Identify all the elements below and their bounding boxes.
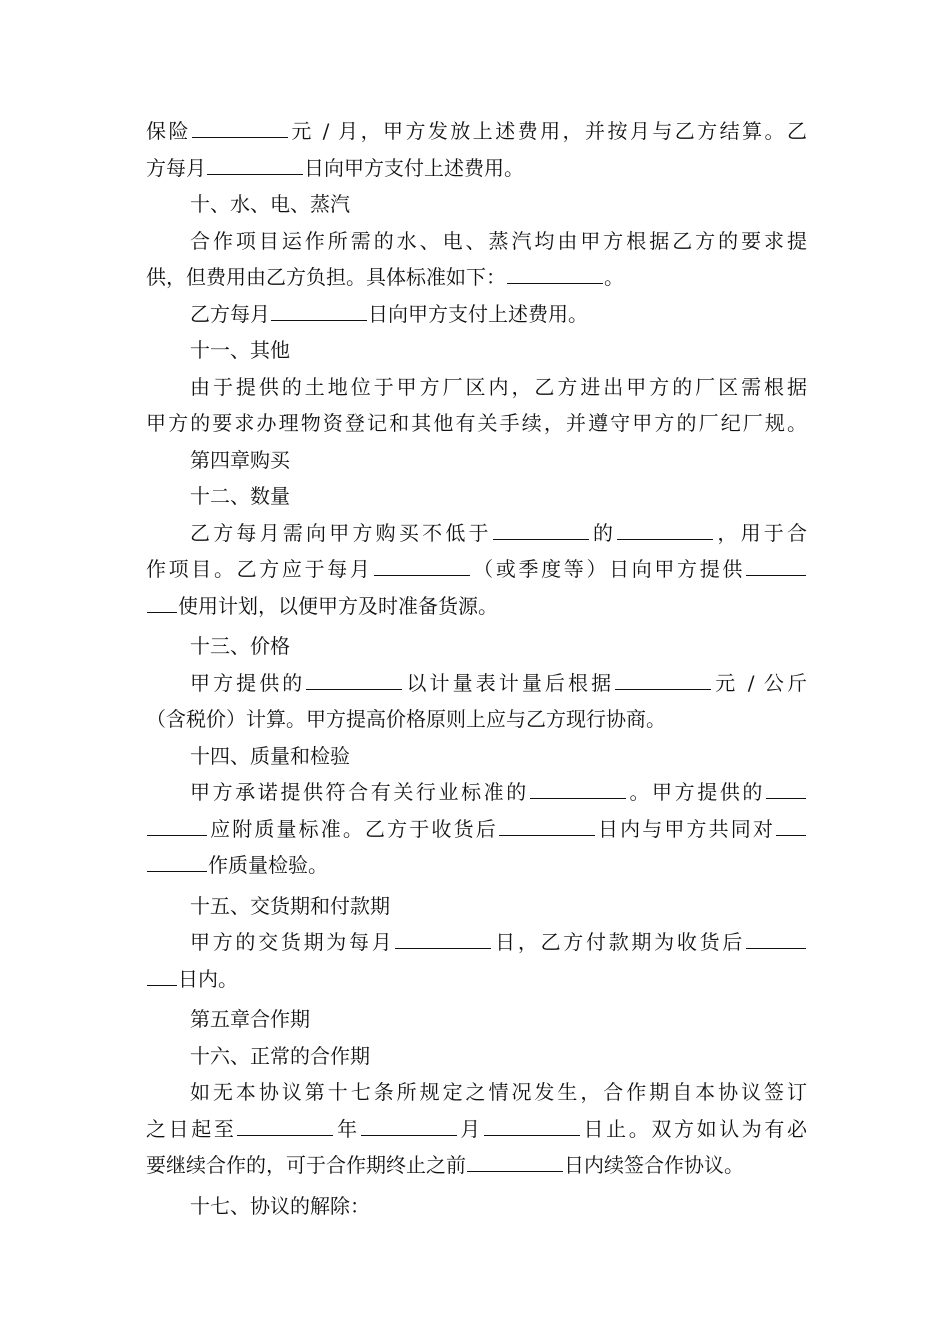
chapter-heading: 第五章合作期	[190, 1007, 310, 1031]
fill-blank	[306, 671, 402, 690]
text-line: 方每月 日向甲方支付上述费用。	[146, 155, 524, 180]
text-line: 日内。	[146, 961, 807, 998]
fill-blank	[776, 817, 806, 836]
fill-blank	[271, 302, 367, 321]
fill-blank	[746, 557, 806, 576]
text-line: 作项目。乙方应于每月 （或季度等）日向甲方提供	[146, 551, 807, 588]
document-page	[146, 113, 807, 1224]
fill-blank	[615, 671, 711, 690]
text-line: 之日起至 年 月 日止。双方如认为有必	[146, 1116, 808, 1141]
section-heading: 十六、正常的合作期	[190, 1043, 370, 1068]
fill-blank	[746, 930, 806, 949]
section-heading: 十五、交货期和付款期	[190, 893, 390, 918]
fill-blank	[192, 119, 288, 138]
section-heading: 十三、价格	[190, 634, 290, 658]
fill-blank	[617, 521, 713, 540]
fill-blank	[207, 156, 303, 175]
text-line: 由于提供的土地位于甲方厂区内，乙方进出甲方的厂区需根据	[190, 374, 807, 399]
fill-blank	[147, 594, 177, 613]
fill-blank	[147, 853, 207, 872]
fill-blank	[507, 265, 603, 284]
text-line: 甲方的要求办理物资登记和其他有关手续，并遵守甲方的厂纪厂规。	[146, 411, 807, 435]
text-line: 供，但费用由乙方负担。具体标准如下： 。	[146, 265, 624, 289]
section-heading: 十一、其他	[190, 338, 290, 362]
fill-blank	[766, 780, 806, 799]
fill-blank	[147, 967, 177, 986]
text-line: 乙方每月需向甲方购买不低于 的 ，用于合	[190, 520, 808, 545]
text-line: 应附质量标准。乙方于收货后 日内与甲方共同对	[146, 811, 807, 848]
fill-blank	[237, 1117, 333, 1136]
fill-blank	[374, 557, 470, 576]
fill-blank	[395, 930, 491, 949]
section-heading: 十四、质量和检验	[190, 743, 350, 768]
text-line: 作质量检验。	[146, 847, 807, 884]
fill-blank	[530, 780, 626, 799]
section-heading: 十七、协议的解除：	[190, 1193, 370, 1218]
fill-blank	[493, 521, 589, 540]
text-line: 甲方承诺提供符合有关行业标准的 。甲方提供的	[146, 774, 807, 811]
text-line: 乙方每月 日向甲方支付上述费用。	[190, 301, 588, 326]
section-heading: 十、水、电、蒸汽	[190, 192, 350, 216]
fill-blank	[467, 1153, 563, 1172]
section-heading: 十二、数量	[190, 484, 290, 508]
text-line: 甲方的交货期为每月 日，乙方付款期为收货后	[146, 924, 807, 961]
fill-blank	[147, 817, 207, 836]
text-line: 合作项目运作所需的水、电、蒸汽均由甲方根据乙方的要求提	[190, 228, 807, 253]
text-line: 如无本协议第十七条所规定之情况发生，合作期自本协议签订	[190, 1080, 807, 1104]
text-line: 甲方提供的 以计量表计量后根据 元 / 公斤	[190, 670, 808, 695]
text-line: 使用计划，以便甲方及时准备货源。	[146, 588, 807, 625]
fill-blank	[484, 1117, 580, 1136]
fill-blank	[361, 1117, 457, 1136]
text-line: 保险 元 / 月，甲方发放上述费用，并按月与乙方结算。乙	[146, 119, 808, 143]
text-line: （含税价）计算。甲方提高价格原则上应与乙方现行协商。	[146, 707, 666, 731]
fill-blank	[499, 817, 595, 836]
chapter-heading: 第四章购买	[190, 447, 290, 472]
text-line: 要继续合作的，可于合作期终止之前 日内续签合作协议。	[146, 1153, 744, 1177]
